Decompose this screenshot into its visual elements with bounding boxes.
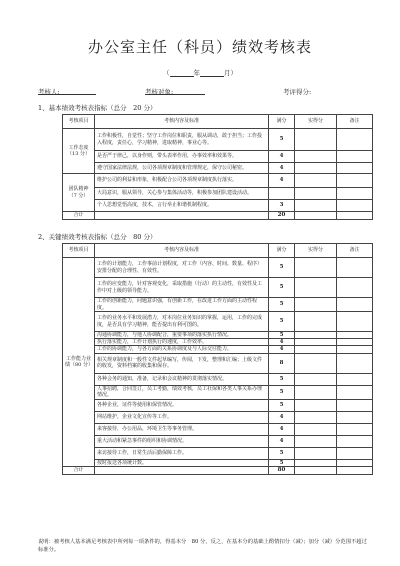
remark-header: 备注	[337, 115, 373, 129]
criteria-cell: 来访接待工作，日常生活后勤保障工作。	[95, 447, 269, 459]
examiner-input[interactable]	[38, 87, 96, 95]
max-score-cell: 5	[269, 385, 295, 399]
total-row	[63, 466, 373, 474]
max-score-cell: 5	[269, 278, 295, 298]
month-blank[interactable]	[200, 69, 224, 77]
group-label: 团队精神（7 分）	[63, 174, 95, 212]
total-score: 20	[269, 212, 295, 220]
actual-score-cell[interactable]	[295, 346, 337, 353]
table-header-row	[63, 244, 373, 258]
section1-heading: 1、基本绩效考核表指标（总分 20 分）	[38, 104, 157, 112]
remark-cell[interactable]	[337, 163, 373, 174]
group-label: 工作态度（13 分）	[63, 129, 95, 174]
criteria-cell: 工作的业务水平和发展潜力，对本岗位业务知识的掌握，运用，工作的完成度，是否具有学习精神，能否提出有利可图的。	[95, 312, 269, 332]
actual-score-cell[interactable]	[295, 399, 337, 411]
period-line: （ 年 月）	[163, 69, 237, 77]
table-row	[63, 423, 373, 435]
criteria-cell: 各种企业，证件等使用和保管情况。	[95, 399, 269, 411]
criteria-cell: 个人思想觉悟高度，技术，言行举止和谐机制程度。	[95, 200, 269, 212]
max-score-cell: 4	[269, 423, 295, 435]
total-score: 80	[269, 466, 295, 474]
table-row	[63, 174, 373, 188]
total-remark-cell[interactable]	[337, 212, 373, 220]
remark-cell[interactable]	[337, 151, 373, 163]
actual-score-cell[interactable]	[295, 423, 337, 435]
criteria-cell: 按时报送各项统计数。	[95, 459, 269, 466]
criteria-cell: 维护公司的利益和形象，积极配合公司各项规章制度执行落实。	[95, 174, 269, 188]
max-score-header: 满分	[269, 244, 295, 258]
remark-cell[interactable]	[337, 339, 373, 346]
max-score-cell: 4	[269, 435, 295, 447]
actual-score-cell[interactable]	[295, 411, 337, 423]
table-row	[63, 399, 373, 411]
actual-score-cell[interactable]	[295, 174, 337, 188]
month-label: 月）	[224, 69, 237, 77]
table-row	[63, 346, 373, 353]
max-score-header: 满分	[269, 115, 295, 129]
actual-score-header: 实得分	[295, 115, 337, 129]
criteria-cell: 网站维护，企业文化宣传等工作。	[95, 411, 269, 423]
table-row	[63, 353, 373, 373]
max-score-cell: 5	[269, 129, 295, 151]
max-score-cell	[269, 188, 295, 200]
remark-cell[interactable]	[337, 258, 373, 278]
table-row	[63, 298, 373, 312]
max-score-cell: 4	[269, 411, 295, 423]
table-row	[63, 278, 373, 298]
max-score-cell: 4	[269, 151, 295, 163]
basic-kpi-table	[62, 114, 373, 220]
table-row	[63, 151, 373, 163]
table-row	[63, 447, 373, 459]
actual-score-cell[interactable]	[295, 373, 337, 385]
group-label: 工作能力业绩（80 分）	[63, 258, 95, 467]
actual-score-cell[interactable]	[295, 129, 337, 151]
note-text: 说明：被考核人基本满足考核表中所列每一项条件的，得基本分 80 分，反之，在基本分的基础上酌情扣分（减）；加分（减）分范围不超过标准分。	[38, 539, 367, 553]
total-actual-cell[interactable]	[295, 466, 337, 474]
max-score-cell: 5	[269, 258, 295, 278]
project-header: 考核项目	[63, 115, 95, 129]
total-row	[63, 212, 373, 220]
max-score-cell: 5	[269, 298, 295, 312]
max-score-cell: 5	[269, 332, 295, 339]
criteria-cell: 各种会务的通知，准备，记录和会议精神的贯彻落实情况。	[95, 373, 269, 385]
actual-score-cell[interactable]	[295, 385, 337, 399]
year-blank[interactable]	[170, 69, 194, 77]
max-score-cell: 5	[269, 459, 295, 466]
table-row	[63, 373, 373, 385]
remark-cell[interactable]	[337, 447, 373, 459]
remark-cell[interactable]	[337, 385, 373, 399]
table-row	[63, 435, 373, 447]
actual-score-cell[interactable]	[295, 435, 337, 447]
actual-score-cell[interactable]	[295, 298, 337, 312]
table-row	[63, 258, 373, 278]
max-score-cell: 8	[269, 353, 295, 373]
actual-score-cell[interactable]	[295, 278, 337, 298]
max-score-cell: 5	[269, 312, 295, 332]
actual-score-cell[interactable]	[295, 312, 337, 332]
criteria-cell: 工作的协调能力，与各方面的关系协调度及与人际交往能力。	[95, 346, 269, 353]
project-header: 考核项目	[63, 244, 95, 258]
max-score-cell: 5	[269, 399, 295, 411]
max-score-cell: 4	[269, 346, 295, 353]
criteria-cell: 工作积极性，自觉性；坚守工作岗位和职责，服从调动，敢于担当；工作投入程度，责任心，学习精神，进取精神，事业心等。	[95, 129, 269, 151]
max-score-cell: 4	[269, 174, 295, 188]
remark-cell[interactable]	[337, 399, 373, 411]
remark-cell[interactable]	[337, 373, 373, 385]
criteria-cell: 执行落实能力，工作计划执行的速度，工作效率。	[95, 339, 269, 346]
criteria-cell: 工作的计划能力，工作事前计划程度，对工作（内容、时间、数量、程序）安排分配的合理性、有效性。	[95, 258, 269, 278]
remark-cell[interactable]	[337, 411, 373, 423]
remark-header: 备注	[337, 244, 373, 258]
year-label: 年	[193, 69, 200, 77]
actual-score-cell[interactable]	[295, 459, 337, 466]
page-title: 办公室主任（科员）绩效考核表	[87, 38, 312, 56]
remark-cell[interactable]	[337, 298, 373, 312]
actual-score-cell[interactable]	[295, 339, 337, 346]
table-row	[63, 312, 373, 332]
table-row	[63, 411, 373, 423]
criteria-cell: 工作的应变能力，针对客观变化，采取措施（行动）的主动性，有效性及工作中对上级的领导能力。	[95, 278, 269, 298]
key-kpi-table	[62, 243, 373, 475]
table-row	[63, 385, 373, 399]
table-row	[63, 332, 373, 339]
remark-cell[interactable]	[337, 423, 373, 435]
table-row	[63, 339, 373, 346]
remark-cell[interactable]	[337, 435, 373, 447]
max-score-cell: 3	[269, 200, 295, 212]
actual-score-cell[interactable]	[295, 151, 337, 163]
criteria-cell: 相关规章制度和一般性文件起草编写，传阅，下发，整理和汇编；上级文件的收发，资料档案的收集和保存。	[95, 353, 269, 373]
total-label: 合计	[63, 466, 95, 474]
remark-cell[interactable]	[337, 129, 373, 151]
criteria-cell: 大局意识，服从领导，关心参与集体活动等，积极参加团队建设活动。	[95, 188, 269, 200]
criteria-cell: 来客接待，办公用品，环境卫生等事务管理。	[95, 423, 269, 435]
total-remark-cell[interactable]	[337, 466, 373, 474]
criteria-cell: 工作的创新能力，问题意识强，有创新工作，在改进工作方面的主动性程度。	[95, 298, 269, 312]
max-score-cell: 5	[269, 373, 295, 385]
max-score-cell: 4	[269, 163, 295, 174]
actual-score-cell[interactable]	[295, 200, 337, 212]
table-row	[63, 200, 373, 212]
actual-score-cell[interactable]	[295, 332, 337, 339]
criteria-cell: 是否严于律己，以身作则，带头表率作用，办事效率和效果等。	[95, 151, 269, 163]
remark-cell[interactable]	[337, 278, 373, 298]
remark-cell[interactable]	[337, 312, 373, 332]
criteria-cell: 遵守国家法律法规，公司各项规章制度和管理规定，保守公司秘密。	[95, 163, 269, 174]
table-row	[63, 459, 373, 466]
remark-cell[interactable]	[337, 200, 373, 212]
max-score-cell: 4	[269, 339, 295, 346]
remark-cell[interactable]	[337, 353, 373, 373]
table-row	[63, 163, 373, 174]
total-actual-cell[interactable]	[295, 212, 337, 220]
content-header: 考核内容及标准	[95, 244, 269, 258]
criteria-cell: 人事招聘，合同签订，员工考勤，绩效考核，员工社保和各类人事关系办理情况。	[95, 385, 269, 399]
table-header-row	[63, 115, 373, 129]
content-header: 考核内容及标准	[95, 115, 269, 129]
remark-cell[interactable]	[337, 459, 373, 466]
actual-score-cell[interactable]	[295, 163, 337, 174]
criteria-cell: 重大活动和紧急事件的组织和协调情况。	[95, 435, 269, 447]
section2-heading: 2、关键绩效考核表指标（总分 80 分）	[38, 233, 157, 241]
actual-score-cell[interactable]	[295, 188, 337, 200]
actual-score-cell[interactable]	[295, 258, 337, 278]
table-row	[63, 188, 373, 200]
max-score-cell: 5	[269, 447, 295, 459]
actual-score-header: 实得分	[295, 244, 337, 258]
table-row	[63, 129, 373, 151]
actual-score-cell[interactable]	[295, 447, 337, 459]
remark-cell[interactable]	[337, 332, 373, 339]
remark-cell[interactable]	[337, 188, 373, 200]
criteria-cell: 沟通协调能力，与他人协调配合，重要事项的落实执行情况。	[95, 332, 269, 339]
total-label: 合计	[63, 212, 95, 220]
examinee-input[interactable]	[145, 87, 205, 95]
actual-score-cell[interactable]	[295, 353, 337, 373]
remark-cell[interactable]	[337, 174, 373, 188]
remark-cell[interactable]	[337, 346, 373, 353]
